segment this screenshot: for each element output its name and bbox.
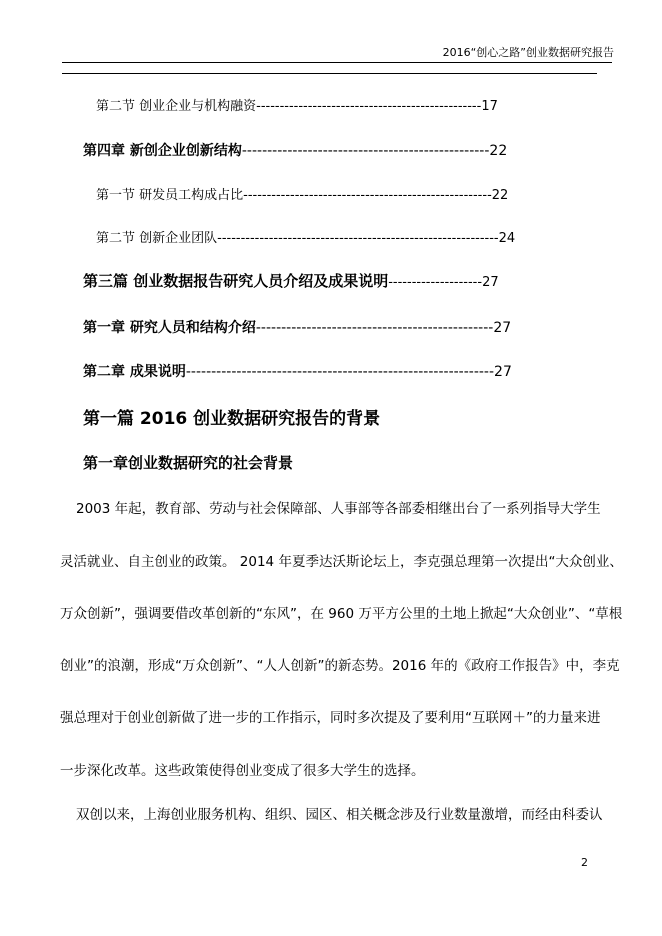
chapter-heading: 第一章创业数据研究的社会背景 bbox=[83, 454, 294, 472]
header-rule-top bbox=[62, 62, 612, 63]
toc-entry-title: 第二节 创业企业与机构融资 bbox=[96, 99, 257, 114]
toc-entry-title: 第二节 创新企业团队 bbox=[96, 231, 218, 246]
toc-page-number: 27 bbox=[482, 275, 499, 290]
toc-entry-title: 第一章 研究人员和结构介绍 bbox=[83, 320, 256, 336]
toc-leader: ------------------------------------------------ bbox=[256, 99, 482, 114]
toc-entry-title: 第四章 新创企业创新结构 bbox=[83, 143, 242, 159]
toc-page-number: 22 bbox=[491, 188, 509, 203]
toc-page-number: 24 bbox=[498, 231, 516, 246]
page-number: 2 bbox=[581, 856, 588, 869]
header-rule-bottom bbox=[62, 73, 597, 74]
toc-entry[interactable] bbox=[83, 317, 511, 337]
toc-leader: ----------------------------------------------- bbox=[255, 320, 494, 336]
paragraph-line: 一步深化改革。这些政策使得创业变成了很多大学生的选择。 bbox=[60, 763, 425, 779]
running-header: 2016“创心之路”创业数据研究报告 bbox=[442, 46, 614, 59]
toc-entry[interactable] bbox=[83, 361, 512, 381]
toc-entry[interactable] bbox=[83, 270, 499, 291]
toc-page-number: 27 bbox=[493, 320, 512, 336]
paragraph-line: 创业”的浪潮，形成“万众创新”、“人人创新”的新态势。2016 年的《政府工作报告》中，李克 bbox=[60, 658, 620, 674]
toc-entry-title: 第二章 成果说明 bbox=[83, 364, 186, 380]
toc-leader: ----------------------------------------------------- bbox=[243, 188, 492, 203]
toc-page-number: 17 bbox=[481, 99, 498, 114]
toc-leader: -------------------- bbox=[388, 275, 483, 290]
part-heading: 第一篇 2016 创业数据研究报告的背景 bbox=[83, 409, 381, 429]
toc-entry[interactable] bbox=[83, 140, 507, 160]
toc-entry[interactable] bbox=[96, 184, 508, 203]
toc-leader: ------------------------------------------------- bbox=[241, 143, 490, 159]
toc-entry[interactable] bbox=[96, 95, 498, 114]
paragraph-line: 万众创新”，强调要借改革创新的“东风”，在 960 万平方公里的土地上掀起“大众创业”、“草根 bbox=[60, 606, 623, 622]
toc-leader: ------------------------------------------------------------ bbox=[217, 231, 499, 246]
paragraph-line: 强总理对于创业创新做了进一步的工作指示，同时多次提及了要利用“互联网＋”的力量来进 bbox=[60, 710, 601, 726]
toc-entry[interactable] bbox=[96, 227, 515, 246]
toc-entry-title: 第一节 研发员工构成占比 bbox=[96, 188, 244, 203]
paragraph-line: 双创以来，上海创业服务机构、组织、园区、相关概念涉及行业数量激增，而经由科委认 bbox=[76, 807, 603, 823]
paragraph-line: 2003 年起，教育部、劳动与社会保障部、人事部等各部委相继出台了一系列指导大学生 bbox=[76, 501, 601, 517]
toc-entry-title: 第三篇 创业数据报告研究人员介绍及成果说明 bbox=[83, 272, 389, 290]
toc-leader: ------------------------------------------------------------- bbox=[185, 364, 495, 380]
toc-page-number: 27 bbox=[494, 364, 512, 380]
paragraph-line: 灵活就业、自主创业的政策。 2014 年夏季达沃斯论坛上，李克强总理第一次提出“大众创业、 bbox=[60, 554, 623, 570]
toc-page-number: 22 bbox=[489, 143, 508, 159]
